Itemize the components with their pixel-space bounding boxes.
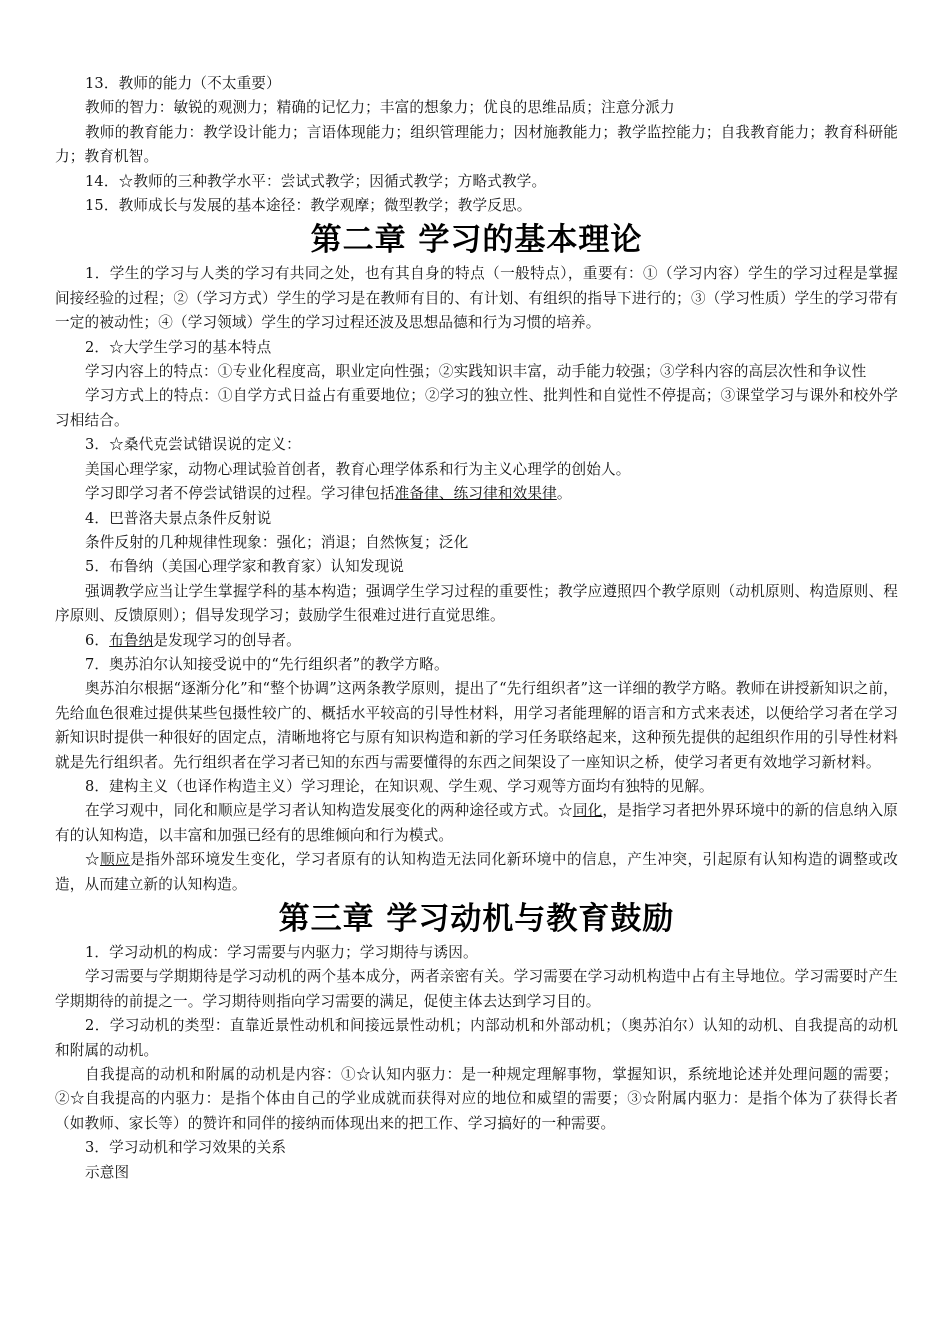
paragraph: 条件反射的几种规律性现象：强化；消退；自然恢复；泛化	[85, 533, 469, 551]
paragraph: 学习内容上的特点：①专业化程度高，职业定向性强；②实践知识丰富，动手能力较强；③学科内容的高层次性和争议性	[85, 363, 867, 381]
chapter-2-heading: 第二章 学习的基本理论	[310, 222, 643, 259]
paragraph: 8．建构主义（也译作构造主义）学习理论，在知识观、学生观、学习观等方面均有独特的见解。	[85, 777, 714, 795]
paragraph	[55, 799, 898, 848]
paragraph: 教师的教育能力：教学设计能力；言语体现能力；组织管理能力；因材施教能力；教学监控能力；自我教育能力；教育科研能力；教育机智。	[55, 123, 898, 166]
text-run: 是发现学习的创导者。	[153, 631, 301, 649]
paragraph	[55, 629, 898, 653]
underlined-text: 准备律、练习律和效果律	[394, 485, 557, 503]
underlined-text: 布鲁纳	[109, 631, 154, 649]
text-run: 6．	[85, 631, 110, 649]
chapter-3-heading: 第三章 学习动机与教育鼓励	[278, 901, 675, 937]
paragraph: 4．巴普洛夫景点条件反射说	[85, 509, 272, 527]
text-run: 在学习观中，同化和顺应是学习者认知构造发展变化的两种途径或方式。☆	[85, 802, 573, 820]
paragraph: 7．奥苏泊尔认知接受说中的“先行组织者”的教学方略。	[85, 655, 449, 673]
text-run: ☆	[85, 851, 101, 869]
paragraph: 教师的智力：敏锐的观测力；精确的记忆力；丰富的想象力；优良的思维品质；注意分派力	[85, 99, 675, 117]
paragraph: 13．教师的能力（不太重要）	[85, 75, 281, 92]
paragraph: 3．学习动机和学习效果的关系	[85, 1139, 287, 1157]
underlined-text: 顺应	[100, 851, 131, 869]
text-run: 。	[556, 485, 572, 503]
paragraph: 2．学习动机的类型：直靠近景性动机和间接远景性动机；内部动机和外部动机；（奥苏泊尔）认知的动机、自我提高的动机和附属的动机。	[55, 1017, 898, 1059]
paragraph: 强调教学应当让学生掌握学科的基本构造；强调学生学习过程的重要性；教学应遵照四个教学原则（动机原则、构造原则、程序原则、反馈原则）；倡导发现学习；鼓励学生很难过进行直觉思维。	[55, 582, 898, 625]
paragraph	[55, 482, 898, 506]
paragraph: 5．布鲁纳（美国心理学家和教育家）认知发现说	[85, 558, 405, 576]
paragraph: 1．学生的学习与人类的学习有共同之处，也有其自身的特点（一般特点），重要有：①（学习内容）学生的学习过程是掌握间接经验的过程；②（学习方式）学生的学习是在教师有目的、有计划、有组织的指导下进行的；③（学习性质）学生的学习带有一定的被动性；④（学习领域）学生的学习过程还波及思想品德和行为习惯的培养。	[55, 265, 898, 332]
underlined-text: 同化	[572, 802, 603, 820]
paragraph: 1．学习动机的构成：学习需要与内驱力；学习期待与诱因。	[85, 944, 478, 961]
paragraph: 美国心理学家，动物心理试验首创者，教育心理学体系和行为主义心理学的创始人。	[85, 460, 631, 478]
paragraph: 15．教师成长与发展的基本途径：教学观摩；微型教学；教学反思。	[85, 197, 532, 215]
paragraph	[55, 848, 898, 897]
text-run: ，是指学习者把外界环境中的新的信息纳入原有的认知构造，以丰富和加强已经有的思维倾向和行为模式。	[55, 802, 898, 844]
text-run: 是指外部环境发生变化，学习者原有的认知构造无法同化新环境中的信息，产生冲突，引起原有认知构造的调整或改造，从而建立新的认知构造。	[55, 851, 898, 893]
paragraph: 3．☆桑代克尝试错误说的定义：	[85, 436, 301, 454]
text-run: 学习即学习者不停尝试错误的过程。学习律包括	[85, 485, 395, 503]
paragraph: 14．☆教师的三种教学水平：尝试式教学；因循式教学；方略式教学。	[85, 172, 547, 190]
paragraph: 自我提高的动机和附属的动机是内容：①☆认知内驱力：是一种规定理解事物，掌握知识，系统地论述并处理问题的需要；②☆自我提高的内驱力：是指个体由自己的学业成就而获得对应的地位和威望的需要；③☆附属内驱力：是指个体为了获得长者（如教师、家长等）的赞许和同伴的接纳而体现出来的把工作、学习搞好的一种需要。	[55, 1066, 898, 1132]
paragraph: 奥苏泊尔根据“逐渐分化”和“整个协调”这两条教学原则，提出了“先行组织者”这一详细的教学方略。教师在讲授新知识之前，先给血色很难过提供某些包摄性较广的、概括水平较高的引导性材料，用学习者能理解的语言和方式来表述，以便给学习者在学习新知识时提供一种很好的固定点，清晰地将它与原有知识构造和新的学习任务联络起来，这种预先提供的起组织作用的引导性材料就是先行组织者。先行组织者在学习者已知的东西与需要懂得的东西之间架设了一座知识之桥，使学习者更有效地学习新材料。	[55, 680, 898, 771]
paragraph: 学习需要与学期期待是学习动机的两个基本成分，两者亲密有关。学习需要在学习动机构造中占有主导地位。学习需要时产生学期期待的前提之一。学习期待则指向学习需要的满足，促使主体去达到学习目的。	[55, 968, 898, 1010]
paragraph: 学习方式上的特点：①自学方式日益占有重要地位；②学习的独立性、批判性和自觉性不停提高；③课堂学习与课外和校外学习相结合。	[55, 387, 898, 429]
paragraph: 示意图	[85, 1163, 130, 1181]
paragraph: 2．☆大学生学习的基本特点	[85, 338, 272, 356]
document-page	[55, 72, 898, 1185]
